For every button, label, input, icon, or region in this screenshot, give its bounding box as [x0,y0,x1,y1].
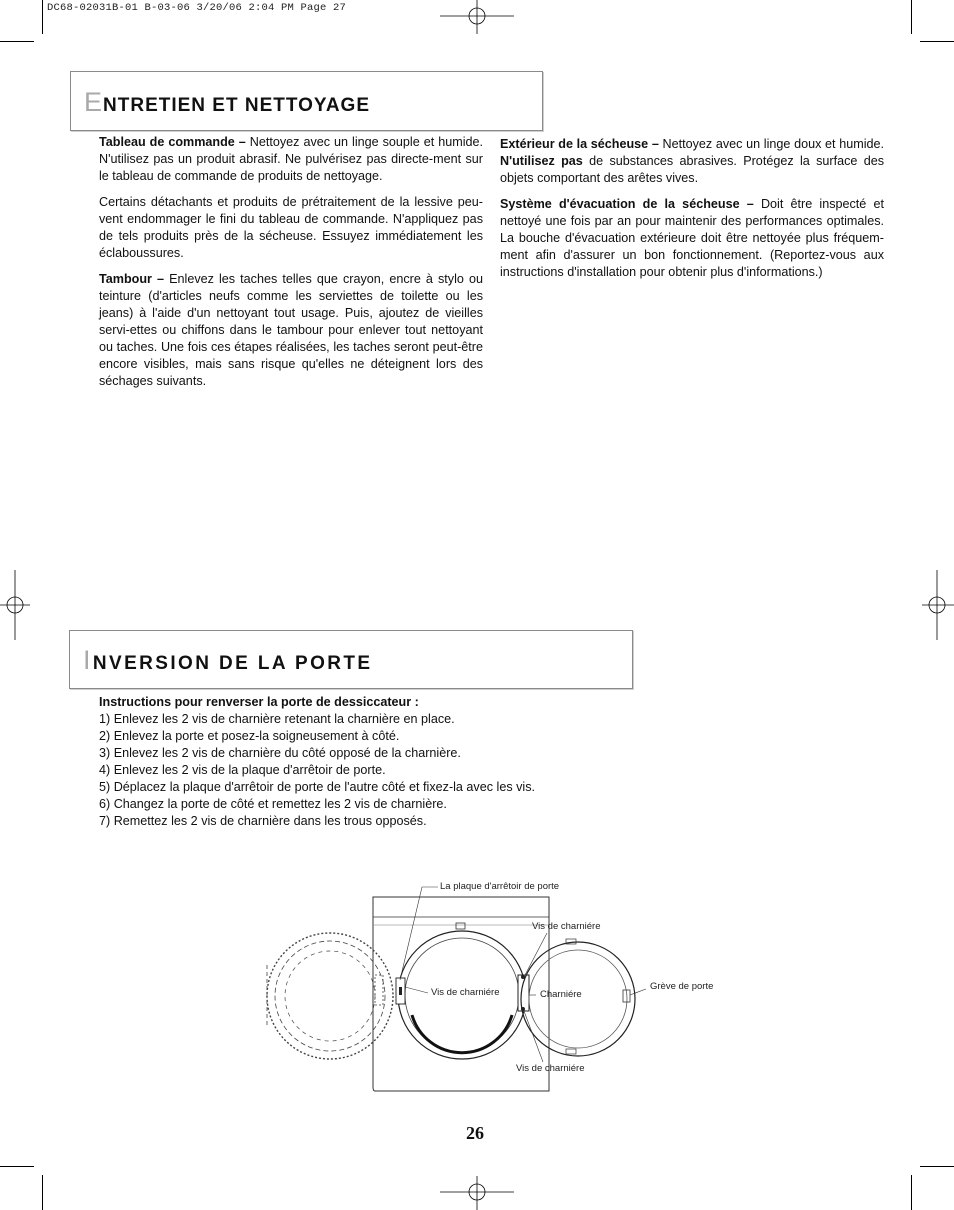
section-title-entretien [84,87,370,118]
inversion-instructions [99,694,659,830]
section-title-inversion [83,645,372,676]
term-exterieur: Extérieur de la sécheuse – [500,137,659,151]
step-3: 3) Enlevez les 2 vis de charnière du côté opposé de la charnière. [99,746,461,760]
label-door-catch: Grève de porte [650,981,714,992]
registration-target-left [0,570,30,640]
label-hinge-screw-top: Vis de charniére [532,921,601,932]
text-evacuation: Doit être inspecté et nettoyé une fois par an pour maintenir des performances optimales. La bouche d'évacuation extérieure doit être nettoyée plus fréquem-ment afin d'assurer un bon fonctionnement. (Reportez-vous aux instructions d'installation pour obtenir plus d'informations.) [500,197,884,279]
label-hinge: Charniére [540,989,582,1000]
removed-door [267,933,393,1059]
text-detachants: Certains détachants et produits de prétraitement de la lessive peu-vent endommager le fini du tableau de commande. N'appliquez pas de tels produits près de la sécheuse. Essuyez immédiatement les éclaboussures. [99,195,483,260]
label-hinge-screw-bottom: Vis de charniére [516,1063,585,1074]
step-4: 4) Enlevez les 2 vis de la plaque d'arrêtoir de porte. [99,763,386,777]
term-tableau: Tableau de commande – [99,135,246,149]
paragraph-tableau [99,134,483,185]
term-evacuation: Système d'évacuation de la sécheuse – [500,197,754,211]
text-exterieur-b: de substances abrasives. Protégez la surface des objets comportant des arêtes vives. [500,154,884,185]
title-rest: NVERSION DE LA PORTE [92,653,373,674]
step-5: 5) Déplacez la plaque d'arrêtoir de porte de l'autre côté et fixez-la avec les vis. [99,780,536,794]
title-initial: E [84,87,104,117]
paragraph-detachants [99,194,483,262]
section-header-entretien [70,71,543,131]
step-1: 1) Enlevez les 2 vis de charnière retenant la charnière en place. [99,712,455,726]
page-number: 26 [466,1123,484,1143]
print-header: DC68-02031B-01 B-03-06 3/20/06 2:04 PM Page 27 [47,2,347,14]
text-tambour: Enlevez les taches telles que crayon, encre à stylo ou teinture (d'articles neufs comme les serviettes de toilette ou les jeans) à l'aide d'un nettoyant tout usage. Puis, ajoutez de vieilles servi-ettes ou chiffons dans le tambour pour enlever tout nettoyant ou taches. Une fois ces étapes réalisées, les taches seront peut-être encore visibles, mais sans risque qu'elles ne déteignent lors des séchages suivants. [99,272,483,388]
term-nutilisez: N'utilisez pas [500,154,583,168]
term-tambour: Tambour – [99,272,165,286]
instructions-heading: Instructions pour renverser la porte de dessiccateur : [99,695,419,709]
step-2: 2) Enlevez la porte et posez-la soigneusement à côté. [99,729,400,743]
entretien-right-column [500,136,884,290]
text-tableau: Nettoyez avec un linge souple et humide. N'utilisez pas un produit abrasif. Ne pulvérisez pas directe-ment sur le tableau de commande de produits de nettoyage. [99,135,484,183]
label-hinge-screw-left: Vis de charniére [431,987,500,998]
registration-target-top [440,0,514,34]
step-7: 7) Remettez les 2 vis de charnière dans les trous opposés. [99,814,427,828]
paragraph-tambour [99,271,483,390]
title-initial: I [83,645,93,675]
registration-target-bottom [440,1176,514,1210]
title-rest: NTRETIEN ET NETTOYAGE [103,95,370,116]
section-header-inversion [69,630,633,689]
entretien-left-column [99,134,483,399]
paragraph-exterieur [500,136,884,187]
registration-target-right [922,570,954,640]
step-6: 6) Changez la porte de côté et remettez les 2 vis de charnière. [99,797,447,811]
text-exterieur-a: Nettoyez avec un linge doux et humide. [658,137,884,151]
label-stop-plate: La plaque d'arrêtoir de porte [440,881,560,892]
paragraph-evacuation [500,196,884,281]
